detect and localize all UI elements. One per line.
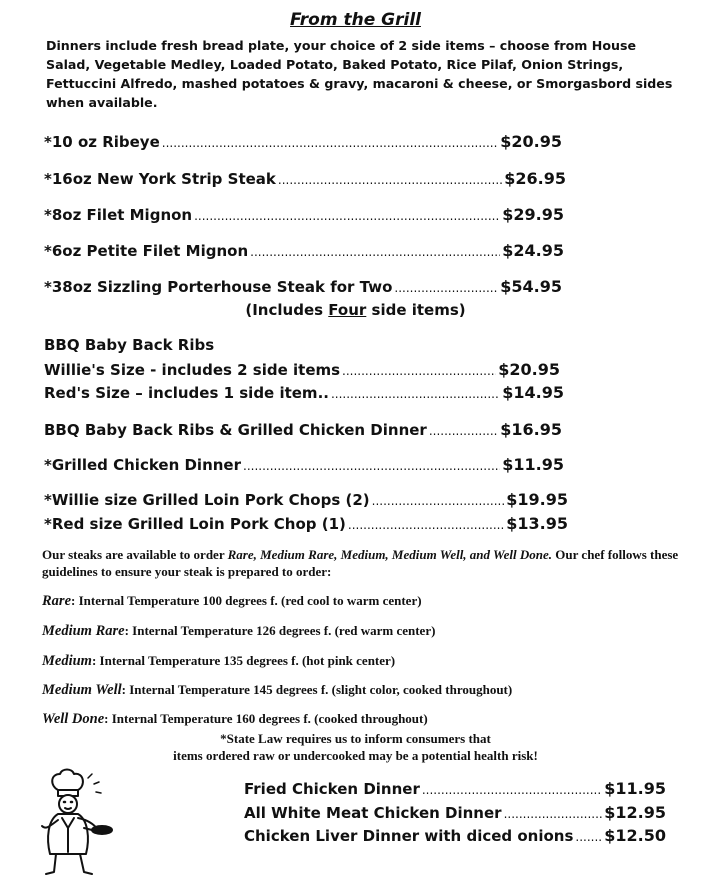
item-price: $11.95: [604, 779, 666, 798]
item-price: $29.95: [502, 205, 564, 224]
intro-text: Dinners include fresh bread plate, your choice of 2 side items – choose from House Salad, Vegetable Medley, Loaded Potato, Baked Potato, Rice Pilaf, Onion Strings, Fettuccini Alfredo, mashed potatoes & gravy, macaroni & cheese, or Smorgasbord sides when available.: [46, 38, 673, 110]
item-name: *6oz Petite Filet Mignon: [44, 242, 249, 260]
temp-medium-well: Medium Well: Internal Temperature 145 degrees f. (slight color, cooked throughout): [42, 682, 513, 698]
item-name: All White Meat Chicken Dinner: [244, 804, 502, 822]
menu-item-porterhouse: [44, 277, 562, 296]
dot-leader: [250, 242, 500, 260]
item-name: Chicken Liver Dinner with diced onions: [244, 827, 574, 845]
doneness-level: Medium Rare: [42, 623, 125, 639]
temp-well-done: Well Done: Internal Temperature 160 degrees f. (cooked throughout): [42, 711, 428, 727]
item-price: $11.95: [502, 455, 564, 474]
doneness-level: Medium: [42, 653, 92, 669]
item-price: $12.95: [604, 803, 666, 822]
dot-leader: [372, 491, 505, 509]
menu-item-chicken-liver: [244, 826, 666, 845]
dot-leader: [278, 170, 502, 188]
item-price: $12.50: [604, 826, 666, 845]
temp-medium: Medium: Internal Temperature 135 degrees f. (hot pink center): [42, 653, 396, 669]
item-price: $13.95: [506, 514, 568, 533]
menu-item-fried-chicken: [244, 779, 666, 798]
doneness-level: Well Done: [42, 711, 105, 727]
item-name: Red's Size – includes 1 side item..: [44, 384, 329, 402]
item-price: $24.95: [502, 241, 564, 260]
item-name: *8oz Filet Mignon: [44, 206, 193, 224]
item-name: *38oz Sizzling Porterhouse Steak for Two: [44, 278, 393, 296]
page-title: From the Grill: [290, 10, 421, 30]
menu-item-ribs-chicken: [44, 420, 562, 439]
item-price: $14.95: [502, 383, 564, 402]
menu-item-filet-mignon: [44, 205, 564, 224]
item-name: Willie's Size - includes 2 side items: [44, 361, 341, 379]
chef-illustration-icon: [28, 768, 120, 880]
state-law-notice: *State Law requires us to inform consumers that items ordered raw or undercooked may be a potential health risk!: [173, 731, 538, 763]
item-name: BBQ Baby Back Ribs & Grilled Chicken Dinner: [44, 421, 427, 439]
temp-medium-rare: Medium Rare: Internal Temperature 126 degrees f. (red warm center): [42, 623, 436, 639]
item-price: $26.95: [504, 169, 566, 188]
menu-item-white-meat-chicken: [244, 803, 666, 822]
item-name: *Red size Grilled Loin Pork Chop (1): [44, 515, 346, 533]
item-price: $16.95: [500, 420, 562, 439]
dot-leader: [575, 827, 602, 845]
menu-item-red-pork-chop: [44, 514, 568, 533]
dot-leader: [194, 206, 500, 224]
dot-leader: [394, 278, 498, 296]
item-name: Fried Chicken Dinner: [244, 780, 420, 798]
menu-item-reds-ribs: [44, 383, 564, 402]
four-emphasis: Four: [328, 301, 367, 319]
doneness-level: Rare: [42, 593, 71, 609]
dot-leader: [348, 515, 504, 533]
steak-guidelines: Our steaks are available to order Rare, Medium Rare, Medium, Medium Well, and Well Done. Our chef follows these guidelines to ensure your steak is prepared to order:: [42, 547, 679, 579]
menu-item-petite-filet: [44, 241, 564, 260]
menu-item-grilled-chicken: [44, 455, 564, 474]
dot-leader: [504, 804, 603, 822]
porterhouse-note: (Includes Four side items): [245, 301, 466, 319]
dot-leader: [422, 780, 602, 798]
menu-item-ny-strip: [44, 169, 566, 188]
menu-item-willies-ribs: [44, 360, 560, 379]
dot-leader: [162, 133, 498, 151]
doneness-level: Medium Well: [42, 682, 122, 698]
item-price: $20.95: [500, 132, 562, 151]
item-name: *10 oz Ribeye: [44, 133, 160, 151]
item-price: $54.95: [500, 277, 562, 296]
menu-item-willie-pork-chops: [44, 490, 568, 509]
item-name: *Grilled Chicken Dinner: [44, 456, 241, 474]
item-name: *Willie size Grilled Loin Pork Chops (2): [44, 491, 370, 509]
dot-leader: [429, 421, 498, 439]
dot-leader: [331, 384, 500, 402]
item-price: $20.95: [498, 360, 560, 379]
item-price: $19.95: [506, 490, 568, 509]
temp-rare: Rare: Internal Temperature 100 degrees f. (red cool to warm center): [42, 593, 422, 609]
ribs-heading: BBQ Baby Back Ribs: [44, 336, 215, 354]
dot-leader: [342, 361, 496, 379]
dot-leader: [243, 456, 500, 474]
menu-item-ribeye: [44, 132, 562, 151]
item-name: *16oz New York Strip Steak: [44, 170, 276, 188]
